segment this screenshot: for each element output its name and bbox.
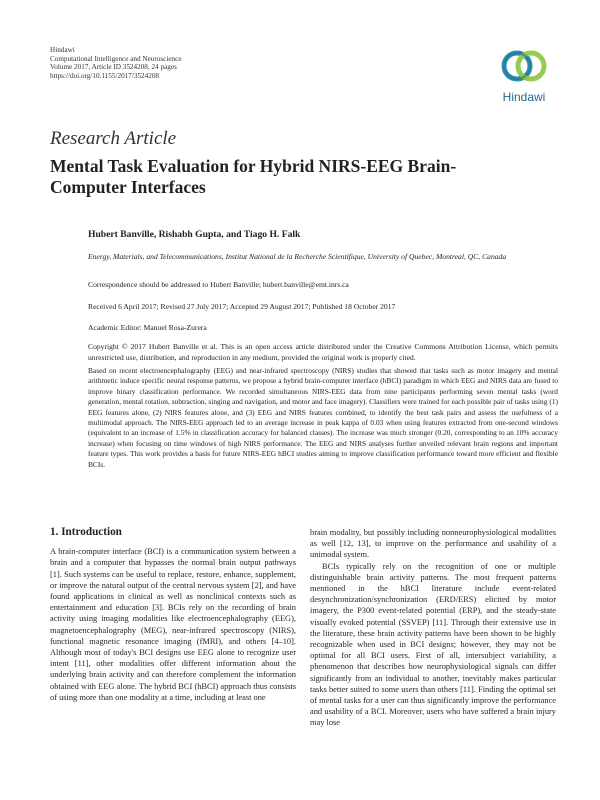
paragraph: A brain-computer interface (BCI) is a communication system between a brain and a computer that bypasses the normal brain output pathways [1]. Such systems can be useful to replace, restore, enhance, supplement, or improve the natural output of the central nervous system [2], and have found applications in clinical as well as nonclinical contexts such as entertainment and education [3]. BCIs rely on the recording of brain activity using imaging modalities like electroencephalography (EEG), magnetoencephalography (MEG), near-infrared spectroscopy (NIRS), functional magnetic resonance imaging (fMRI), and others [4–10]. Although most of today's BCI designs use EEG alone to recognize user intent [11], other modalities offer different information about the underlying brain activity and can therefore complement the information obtained with EEG alone. The hybrid BCI (hBCI) approach thus consists of using more than one modality at a time, including at least one [50,547,296,702]
article-title: Mental Task Evaluation for Hybrid NIRS-EEG Brain-Computer Interfaces [50,156,457,197]
journal-info [50,46,182,80]
correspondence: Correspondence should be addressed to Hubert Banville; hubert.banville@emt.inrs.ca [88,280,349,289]
abstract: Based on recent electroencephalography (EEG) and near-infrared spectroscopy (NIRS) studies that showed that tasks such as motor imagery and mental arithmetic induce specific neural response patterns, we propose a hybrid brain-computer interface (hBCI) paradigm in which EEG and NIRS data are fused to improve binary classification performance. We recorded simultaneous NIRS-EEG data from nine participants performing seven mental tasks (word generation, mental rotation, subtraction, singing and navigation, and motor and face imagery). Classifiers were trained for each possible pair of tasks using (1) EEG features alone, (2) NIRS features alone, and (3) EEG and NIRS features combined, to identify the best task pairs and assess the usefulness of a multimodal approach. The NIRS-EEG approach led to an average increase in peak kappa of 0.03 when using features extracted from one-second windows (equivalent to an increase of 1.5% in classification accuracy for balanced classes). The increase was much stronger (0.20, corresponding to an 10% accuracy increase) when focusing on time windows of high NIRS performance. The EEG and NIRS analyses further unveiled relevant brain regions and important feature types. This work provides a basis for future NIRS-EEG hBCI studies aiming to improve classification performance toward more efficient and flexible BCIs. [88,366,558,469]
authors: Hubert Banville, Rishabh Gupta, and Tiago H. Falk [88,229,301,240]
logo-text: Hindawi [502,90,546,104]
publisher-name: Hindawi [50,46,75,54]
journal-name: Computational Intelligence and Neuroscience [50,54,182,63]
paragraph: brain modality, but possibly including nonneurophysiological modalities as well [12, 13], to improve on the performance and usability of a unimodal system. [310,528,556,560]
hindawi-logo [496,44,552,108]
article-type: Research Article [50,128,177,149]
copyright-notice: Copyright © 2017 Hubert Banville et al. This is an open access article distributed under the Creative Commons Attribution License, which permits unrestricted use, distribution, and reproduction in any medium, provided the original work is properly cited. [88,342,558,362]
body-column-left [50,527,296,703]
section-heading: 1. Introduction [50,526,122,538]
volume-line: Volume 2017, Article ID 3524208, 24 pages [50,63,177,72]
hindawi-logo-icon [496,44,552,90]
doi-link[interactable]: https://doi.org/10.1155/2017/3524208 [50,71,160,80]
publication-dates: Received 6 April 2017; Revised 27 July 2017; Accepted 29 August 2017; Published 18 October 2017 [88,302,396,311]
body-column-right [310,527,556,729]
academic-editor: Academic Editor: Manuel Rosa-Zurera [88,323,207,332]
affiliation: Energy, Materials, and Telecommunications, Institut National de la Recherche Scientifique, University of Quebec, Montreal, QC, Canada [88,252,507,261]
paragraph: BCIs typically rely on the recognition of one or multiple distinguishable brain activity patterns. The most frequent patterns mentioned in the hBCI literature include event-related desynchronization/synchronization (ERD/ERS) elicited by motor imagery, the P300 event-related potential (ERP), and the steady-state visually evoked potential (SSVEP) [11]. Through their extensive use in the literature, these brain activity patterns have been shown to be highly recognizable when used in BCI designs; however, they may not be optimal for all BCI users. First of all, intersubject variability, a phenomenon that describes how neurophysiological signals can differ significantly from an individual to another, inevitably makes particular tasks better suited to some users than others [11]. Finding the optimal set of mental tasks for a user can thus significantly improve the performance and usability of a BCI. Moreover, users who have suffered a brain injury may lose [310,561,556,728]
